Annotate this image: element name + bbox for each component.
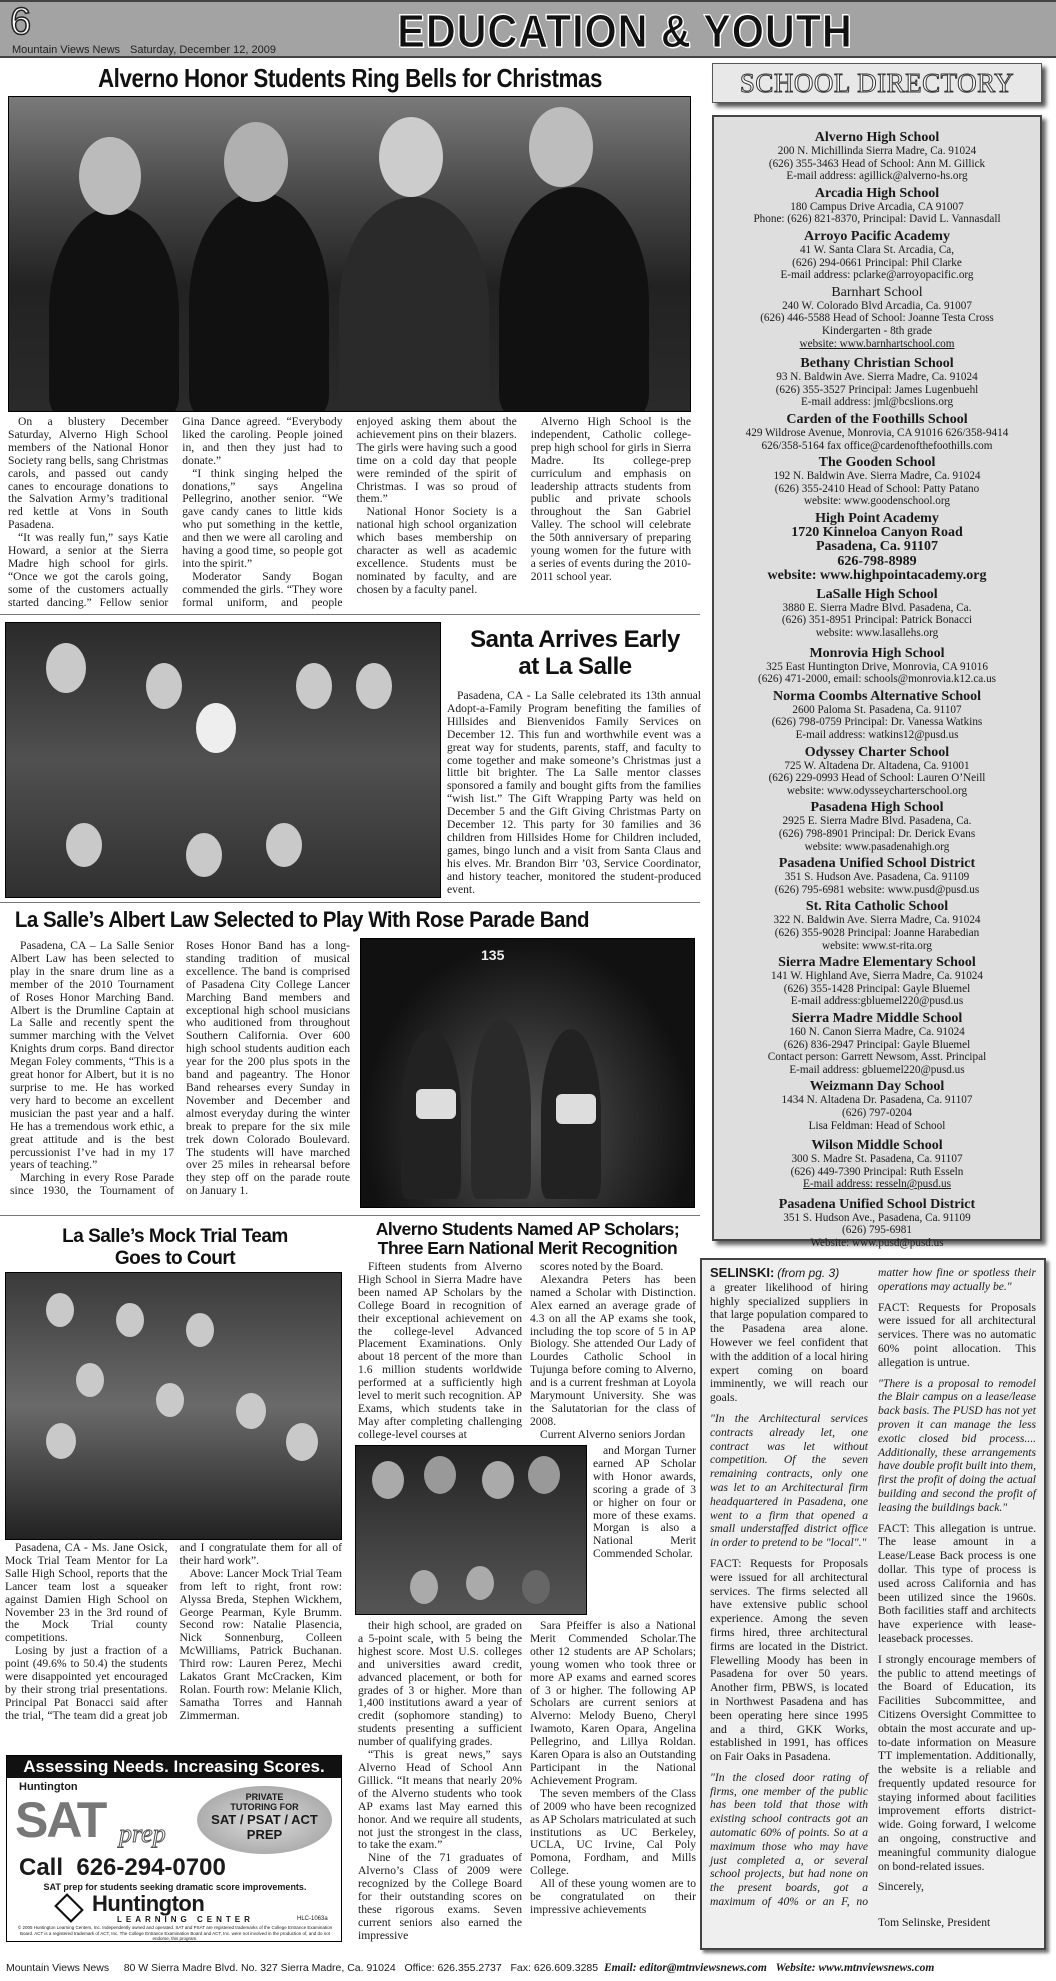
footer-website[interactable]: Website: www.mtnviewsnews.com <box>775 1962 935 1974</box>
paragraph: and Morgan Turner earned AP Scholar with Honor awards, scoring a grade of 3 or higher on four or more of these exams. Morgan is also a National Merit Commended Scholar. <box>593 1444 696 1561</box>
headline-mock-trial <box>0 1226 350 1270</box>
directory-entry <box>714 745 1040 798</box>
directory-entry <box>714 1079 1040 1132</box>
article-mock-trial-body <box>5 1542 342 1723</box>
photo-marching-band <box>360 938 695 1208</box>
paragraph: Pasadena, CA – La Salle Senior Albert Law has been selected to play in the snare drum line as a member of the 2010 Tournament of Roses Honor Marching Band. Albert is the Drumline Captain at La Salle and recently spent the summer marching with the Velvet Knights drum corps. Band director Megan Foley comments, “This is a great honor for Albert, but it is no surprise to me. He has worked very hard to become an excellent musician the past year and a half. He has a tremendous work ethic, a great attitude and is the best percussionist I’ve had in my 17 years of teaching.” <box>10 939 174 1172</box>
directory-entry <box>714 646 1040 686</box>
school-detail[interactable]: E-mail address: watkins12@pusd.us <box>795 729 959 742</box>
paragraph: Moderator Sandy Bogan commended the girls. “They wore formal uniform, and people enjoyed asking them about the achievement pins on their blazers. The girls were having such a good time on a cold day that people were reminded of the spirit of Christmas. I was so proud of them.” <box>182 415 517 609</box>
paragraph: Alverno High School is the independent, Catholic college-prep high school for girls in Sierra Madre. Its college-prep curriculum and emphasis on leadership attracts students from public and private schools throughout the San Gabriel Valley. The school will celebrate the 50th anniversary of preparing young women for the future with a series of events during the 2010-2011 school year. <box>530 415 691 583</box>
school-detail[interactable]: E-mail address: agillick@alverno-hs.org <box>786 170 968 183</box>
huntington-logo-icon <box>54 1893 84 1923</box>
paragraph: FACT: This allegation is untrue. The lease amount in a Lease/Lease Back process is one dollar. This type of process is used across California and has been utilized since the 1960s. Both facilities staff and architects have experience with lease-leaseback processes. <box>878 1521 1036 1645</box>
headline-santa <box>445 626 705 680</box>
school-name: Weizmann Day School <box>809 1079 945 1095</box>
school-name: Barnhart School <box>831 284 923 300</box>
school-detail: 429 Wildrose Avenue, Monrovia, CA 91016 626/358-9414 <box>745 426 1009 439</box>
headline-alverno-bells: Alverno Honor Students Ring Bells for Christmas <box>97 63 603 93</box>
paragraph: All of these young women are to be congratulated on their impressive achievements <box>530 1877 696 1916</box>
ap-body-bottom-left <box>358 1620 522 1943</box>
paragraph: Losing by just a fraction of a point (49.6% to 50.4) the students were disappointed yet encouraged by their strong trial presentations. Principal Pat Bonacci said after the trial, “The team did a great job and I congratulate them for all of their hard work”. <box>5 1541 342 1722</box>
headline-line: La Salle’s Mock Trial Team <box>62 1226 288 1247</box>
paragraph: Pasadena, CA - La Salle celebrated its 13th annual Adopt-a-Family Program benefiting the families of Hillsides and Bienvenidos Family Services on December 12. This fun and worthwhile event was a great way for students, parents, staff, and faculty to come together and make someone’s Christmas just a little bit brighter. The La Salle mentor classes sponsored a family and bought gifts from the families “wish list.” The Gift Wrapping Party was held on December 5 and the Gift Giving Christmas Party on December 12. This party for 30 families and 36 children from Hillsides Home for Children included, games, bingo lunch and a visit from Santa Claus and his elves. Mr. Brandon Birr ’03, Service Coordinator, and history teacher, monitored the student-produced event. <box>447 689 701 896</box>
headline-albert-law: La Salle’s Albert Law Selected to Play With Rose Parade Band <box>14 907 590 932</box>
directory-entry <box>714 412 1040 452</box>
school-name: Bethany Christian School <box>800 356 954 372</box>
paragraph: “It was really fun,” says Katie Howard, a senior at the Sierra Madre high school for girls. “Once we got the carols going, some of the customers actually started dancing.” Fellow senior Gina Dance agreed. “Everybody liked the caroling. People joined in, and then they just had to donate.” <box>8 415 343 609</box>
headline-ap-scholars <box>355 1220 700 1258</box>
school-detail: 2925 E. Sierra Madre Blvd. Pasadena, Ca. <box>782 815 972 828</box>
ad-oval-line: PRIVATE <box>245 1792 284 1802</box>
school-name: Pasadena High School <box>810 800 944 816</box>
school-name: Monrovia High School <box>809 645 945 661</box>
school-name: Sierra Madre Middle School <box>791 1010 963 1026</box>
footer-address: 80 W Sierra Madre Blvd. No. 327 Sierra Madre, Ca. 91024 <box>123 1962 396 1974</box>
school-name: Sierra Madre Elementary School <box>778 955 976 971</box>
ad-brand: Huntington <box>19 1781 78 1793</box>
school-detail: 325 East Huntington Drive, Monrovia, CA 91016 <box>766 660 988 673</box>
headline-line: Santa Arrives Early <box>470 626 680 653</box>
school-detail[interactable]: website: www.odysseycharterschool.org <box>786 784 968 797</box>
school-detail: 180 Campus Drive Arcadia, CA 91007 <box>790 200 964 213</box>
selinski-label: SELINSKI: <box>710 1265 775 1280</box>
directory-entry <box>714 356 1040 409</box>
school-detail: 2600 Paloma St. Pasadena, Ca. 91107 <box>792 703 962 716</box>
paragraph: Pasadena, CA - Ms. Jane Osick, Mock Trial Team Mentor for La Salle High School, reports that the Lancer team lost a squeaker against Damien High School on November 23 in the 3rd round of the Mock Trial county competitions. <box>5 1541 168 1645</box>
school-detail: 351 S. Hudson Ave. Pasadena, Ca. 91109 <box>784 871 970 884</box>
selinski-from[interactable]: (from pg. 3) <box>777 1266 840 1280</box>
school-detail[interactable]: (626) 471-2000, email: schools@monrovia.k12.ca.us <box>757 673 997 686</box>
school-detail: (626) 355-9028 Principal: Joanne Harabedian <box>774 926 980 939</box>
ad-fineprint: © 2005 Huntington Learning Centers, Inc. Independently owned and operated. SAT and PSAT are registered trademarks of the College Entrance Examination Board. ACT is a registered trademark of ACT, Inc. The College Entrance Examination Board and ACT, Inc. were not involved in the production of, and do not endorse, this program. <box>17 1925 333 1941</box>
paragraph: Tom Selinske, President <box>878 1916 991 1930</box>
paragraph: "In the closed door rating of firms, one member of the public has been told that those with existing school contracts got an automatic 60% of points. So at a maximum those who may have just completed a, or several school projects, but had none on the present boards, got a maximum of 40% or an F, no matter how fine or spotless their operations may actually be." <box>710 1266 1036 1909</box>
footer-paper: Mountain Views News <box>6 1962 110 1974</box>
school-detail: (626) 798-0759 Principal: Dr. Vanessa Watkins <box>771 716 983 729</box>
ap-body-bottom-right <box>530 1620 696 1917</box>
page-footer <box>0 1957 1056 1981</box>
directory-entry <box>714 955 1040 1008</box>
article-santa-body <box>447 690 701 897</box>
ad-logo-sub: LEARNING CENTER <box>117 1915 254 1924</box>
school-directory <box>712 115 1042 1250</box>
ad-sat: SAT <box>15 1792 106 1848</box>
article-albert-law-body <box>10 940 350 1198</box>
school-detail: (626) 355-1428 Principal: Gayle Bluemel <box>783 982 971 995</box>
school-name: Carden of the Foothills School <box>786 411 968 427</box>
school-detail[interactable]: E-mail address: gbluemel220@pusd.us <box>789 1063 965 1076</box>
footer-office: Office: 626.355.2737 <box>404 1962 502 1974</box>
school-name: The Gooden School <box>818 455 936 471</box>
huntington-ad[interactable] <box>6 1755 342 1942</box>
school-detail: 300 S. Madre St. Pasadena, Ca. 91107 <box>791 1153 963 1166</box>
school-name: Pasadena Unified School District <box>778 856 976 872</box>
page-number: 6 <box>10 1 32 43</box>
directory-entry <box>714 800 1040 853</box>
directory-entry <box>714 511 1040 584</box>
school-name: Arcadia High School <box>814 185 940 201</box>
school-name: Norma Coombs Alternative School <box>772 688 982 704</box>
school-detail[interactable]: website: www.st-rita.org <box>822 939 932 952</box>
school-name: LaSalle High School <box>816 586 938 602</box>
paragraph: FACT: Requests for Proposals were issued for all architectural services. The firms selected all have extensive public school experience. Among the seven firms hired, three architectural firms are located in the District. Flewelling Moody has been in Pasadena for over 50 years. Another firm, PBWS, is located in Northwest Pasadena and has been operating here since 1995 and a third, GKK Works, established in 1991, has offices on Fair Oaks in Pasadena. <box>710 1556 868 1764</box>
paragraph: National Honor Society is a national high school organization which bases membership on character as well as academic excellence. Students must be nominated by faculty, and are chosen by a faculty panel. <box>356 505 517 596</box>
issue-date: Saturday, December 12, 2009 <box>130 44 276 56</box>
school-detail: (626) 836-2947 Principal: Gayle Bluemel <box>783 1038 971 1051</box>
paragraph: "There is a proposal to remodel the Blair campus on a lease/lease back basis. The PUSD has not yet proven it can manage the less exotic closed bid process.... Additionally, these arrangements have double profit built into them, first the profit of doing the actual building and second the profit of leasing the buildings back." <box>878 1376 1036 1514</box>
school-detail: (626) 351-8951 Principal: Patrick Bonacci <box>781 614 973 627</box>
paragraph: Above: Lancer Mock Trial Team from left to right, front row: Alyssa Breda, Stephen Wickhem, George Pearman, Kyle Brumm. Second row: Natalie Plasencia, Nick Sonnenburg, Colleen McWilliams, Patrick Buchanan. Third row: Lauren Perez, Mechi Lakatos Grant McCracken, Kim Rolan. Fourth row: Melanie Klich, Samatha Torres and Hannah Zimmerman. <box>179 1566 342 1722</box>
school-detail: 322 N. Baldwin Ave. Sierra Madre, Ca. 91024 <box>773 914 981 927</box>
school-name: St. Rita Catholic School <box>805 899 949 915</box>
directory-entry <box>714 130 1040 183</box>
ad-code: HLC-1063a <box>297 1916 328 1922</box>
school-detail: 192 N. Baldwin Ave. Sierra Madre, Ca. 91024 <box>773 470 981 483</box>
paragraph: scores noted by the Board. <box>540 1260 664 1273</box>
school-detail[interactable]: website: www.lasallehs.org <box>815 627 939 640</box>
school-detail[interactable]: E-mail address: pclarke@arroyopacific.org <box>780 269 974 282</box>
directory-entry <box>714 455 1040 508</box>
directory-entry <box>714 186 1040 226</box>
school-detail: 3880 E. Sierra Madre Blvd. Pasadena, Ca. <box>782 601 972 614</box>
school-name: Odyssey Charter School <box>804 744 950 760</box>
school-detail: Kindergarten - 8th grade <box>821 324 933 337</box>
school-name: Wilson Middle School <box>811 1138 943 1154</box>
school-detail: Pasadena, Ca. 91107 <box>815 539 939 555</box>
headline-line: Three Earn National Merit Recognition <box>377 1238 678 1258</box>
school-name: Arroyo Pacific Academy <box>804 228 950 244</box>
school-detail: 160 N. Canon Sierra Madre, Ca. 91024 <box>789 1025 965 1038</box>
school-detail[interactable]: website: www.pasadenahigh.org <box>804 840 950 853</box>
school-directory-title: SCHOOL DIRECTORY <box>712 63 1042 103</box>
school-detail[interactable]: E-mail address: resseln@pusd.us <box>803 1178 951 1191</box>
school-detail: (626) 795-6981 <box>842 1224 912 1237</box>
ad-oval <box>197 1786 332 1854</box>
school-detail: (626) 294-0661 Principal: Phil Clarke <box>792 256 962 269</box>
school-detail[interactable]: E-mail address: jml@bcslions.org <box>800 396 954 409</box>
paragraph: Nine of the 71 graduates of Alverno’s Class of 2009 were recognized by the College Board for their outstanding scores on these rigorous exams. Seven current seniors also earned the impressive <box>358 1851 522 1942</box>
directory-entry <box>714 1011 1040 1076</box>
page-header <box>0 0 1056 58</box>
school-detail: (626) 798-8901 Principal: Dr. Derick Evans <box>778 828 976 840</box>
paragraph: FACT: Requests for Proposals were issued for all architectural services. There was no automatic 60% point allocation. This allegation is untrue. <box>878 1300 1036 1369</box>
paragraph: “This is great news,” says Alverno Head of School Ann Gillick. “It means that nearly 20% of the Alverno students who took AP exams last May earned this honor. And we require all students, not just the strongest in the class, to take the exam.” <box>358 1748 522 1852</box>
footer-fax: Fax: 626.609.3285 <box>510 1962 599 1974</box>
paragraph: Marching in every Rose Parade since 1930, the Tournament of Roses Honor Band has a long-standing tradition of musical excellence. The band is comprised of Pasadena City College Lancer Marching Band members and exceptional high school musicians who auditioned from throughout Southern California. Over 600 high school students audition each year for the 200 plus spots in the band and pageantry. The Honor Band rehearses every Sunday in November and December and almost everyday during the winter break to prepare for the six mile trek down Colorado Boulevard. The students will have marched over 25 miles in rehearsal before they step off on the parade route on January 1. <box>10 939 350 1198</box>
school-name: High Point Academy <box>815 510 939 526</box>
divider <box>0 902 700 903</box>
ad-oval-line: TUTORING FOR <box>230 1802 299 1812</box>
paragraph: Alexandra Peters has been named a Scholar with Distinction. Alex earned an average grade of 4.3 on all the AP exams she took, including the top score of 5 in AP Biology. She attended Our Lady of Lourdes Catholic School in Tujunga before coming to Alverno, and is a current freshman at Loyola Marymount University. She was the Salutatorian for the class of 2008. <box>530 1272 696 1428</box>
paragraph: Fifteen students from Alverno High School in Sierra Madre have been named AP Scholars by the College Board in recognition of their exceptional achievement on the college-level Advanced Placement Examinations. Only about 18 percent of the more than 1.6 million students worldwide performed at a sufficiently high level to merit such recognition. AP Exams, which students take in May after completing challenging college-level courses at <box>358 1260 522 1441</box>
dateline <box>12 44 286 56</box>
school-detail[interactable]: Website: www.pusd@pusd.us <box>810 1237 944 1250</box>
school-detail[interactable]: E-mail address:gbluemel220@pusd.us <box>790 995 964 1008</box>
photo-alverno-students <box>8 96 691 412</box>
paragraph: “I think singing helped the donations,” says Angelina Pellegrino, another senior. “We gave candy canes to little kids who put something in the kettle, and then we were all caroling and having a good time, so people got into the spirit.” <box>182 466 343 570</box>
section-title: EDUCATION & YOUTH <box>397 5 853 57</box>
photo-ap-scholars <box>355 1445 587 1615</box>
paragraph: Current Alverno seniors Jordan <box>540 1427 686 1441</box>
article-alverno-bells-body <box>8 416 691 610</box>
ad-logo-name: Huntington <box>92 1891 205 1916</box>
ad-oval-line: SAT / PSAT / ACT <box>211 1812 318 1827</box>
ad-tagline: SAT prep for students seeking dramatic score improvements. <box>43 1882 307 1892</box>
headline-line: Alverno Students Named AP Scholars; <box>375 1219 680 1239</box>
paragraph: Sincerely, <box>878 1880 924 1894</box>
school-detail: 351 S. Hudson Ave., Pasadena, Ca. 91109 <box>783 1211 971 1224</box>
school-name: Alverno High School <box>814 130 940 145</box>
school-detail[interactable]: website: www.highpointacademy.org <box>767 568 987 584</box>
headline-line: Goes to Court <box>114 1248 236 1269</box>
school-detail: Contact person: Garrett Newsom, Asst. Principal <box>767 1051 987 1064</box>
school-detail: 1434 N. Altadena Dr. Pasadena, Ca. 91107 <box>781 1094 973 1107</box>
paragraph: "In the Architectural services contracts already let, one contract was let without competition. Of the seven remaining contracts, only one was let to an Architectural firm headquartered in Pasadena, one went to a firm that opened a small understaffed district office in order to pretend to be "local"." <box>710 1411 868 1550</box>
school-detail[interactable]: website: www.barnhartschool.com <box>799 337 955 350</box>
divider <box>0 614 700 615</box>
school-detail: (626) 797-0204 <box>842 1106 912 1119</box>
school-detail: 141 W. Highland Ave, Sierra Madre, Ca. 91024 <box>770 970 983 983</box>
footer-email[interactable]: Email: editor@mtnviewsnews.com <box>603 1962 767 1974</box>
ad-oval-line: PREP <box>246 1827 283 1842</box>
school-detail: 626-798-8989 <box>837 553 917 569</box>
school-detail: (626) 355-3527 Principal: James Lugenbuehl <box>775 383 979 396</box>
ap-body-side <box>593 1445 696 1561</box>
school-name: Pasadena Unified School District <box>778 1196 976 1212</box>
headline-line: at La Salle <box>518 653 632 680</box>
directory-entry <box>714 856 1040 896</box>
school-detail: 240 W. Colorado Blvd Arcadia, Ca. 91007 <box>782 299 972 312</box>
school-detail: Lisa Feldman: Head of School <box>808 1119 946 1132</box>
school-detail: (626) 355-2410 Head of School: Patty Patano <box>774 482 980 495</box>
paragraph: a greater likelihood of hiring highly specialized suppliers in that large population compared to the Pasadena area alone. However we feel confident that with the addition of a local hiring expert coming on board imminently, we will reach our goals. <box>710 1280 868 1405</box>
directory-entry <box>714 1138 1040 1191</box>
paragraph: On a blustery December Saturday, Alverno High School members of the National Honor Society rang bells, sang Christmas carols, and passed out candy canes to encourage donations to the Salvation Army’s traditional red kettle at Vons in South Pasadena. <box>8 415 169 532</box>
ap-body-top-right <box>530 1261 696 1442</box>
paragraph: The seven members of the Class of 2009 who have been recognized as AP Scholars matriculated at such institutions as UC Berkeley, UCLA, UC Irvine, Cal Poly Pomona, Fordham, and Mills College. <box>530 1786 696 1878</box>
school-detail: (626) 229-0993 Head of School: Lauren O’Neill <box>768 772 986 785</box>
school-detail: 1720 Kinneloa Canyon Road <box>791 524 963 540</box>
school-detail: 725 W. Altadena Dr. Altadena, Ca. 91001 <box>784 759 970 772</box>
paragraph: their high school, are graded on a 5-point scale, with 5 being the highest score. Most U.S. colleges and universities award credit, advanced placement, or both for grades of 3 or higher. More than 1,400 institutions award a year of credit (sophomore standing) to students presenting a sufficient number of qualifying grades. <box>358 1619 522 1749</box>
school-detail[interactable]: 626/358-5164 fax office@cardenofthefoothills.com <box>761 439 993 452</box>
directory-entry <box>714 229 1040 282</box>
paragraph: I strongly encourage members of the public to attend meetings of the Board of Education, its Facilities Subcommittee, and Citizens Oversight Committee to obtain the most accurate and up-to-date information on Measure TT implementation. Additionally, the website is a reliable and frequently updated resource for staying informed about facilities improvement efforts district-wide. Going forward, I welcome an ongoing, constructive and meaningful community dialogue on bond-related issues. <box>878 1652 1036 1873</box>
directory-entry <box>714 1197 1040 1250</box>
school-detail[interactable]: website: www.goodenschool.org <box>803 495 951 508</box>
directory-entry <box>714 587 1040 640</box>
divider <box>0 1215 700 1216</box>
ad-phone[interactable]: 626-294-0700 <box>76 1854 226 1881</box>
ad-call: Call <box>19 1854 64 1881</box>
photo-mock-trial-team <box>5 1272 342 1540</box>
paragraph: Sara Pfeiffer is also a National Merit Commended Scholar.The other 12 students are AP Scholars; young women who took three or more AP exams and earned scores of 3 or higher. The following AP Scholars are current seniors at Alverno: Melody Bueno, Cheryl Iwamoto, Karen Opara, Angelina Pellegrino, and Lillya Roldan. Karen Opara is also an Outstanding Participant in the National Achievement Program. <box>530 1619 696 1787</box>
school-detail[interactable]: (626) 795-6981 website: www.pusd@pusd.us <box>774 883 980 896</box>
directory-entry <box>714 899 1040 952</box>
ap-body-top-left <box>358 1261 522 1442</box>
directory-entry <box>714 689 1040 742</box>
photo-santa-la-salle <box>5 622 441 898</box>
paper-name: Mountain Views News <box>12 44 121 56</box>
selinski-letter <box>700 1258 1046 1950</box>
school-detail: (626) 355-3463 Head of School: Ann M. Gillick <box>768 157 986 170</box>
directory-entry <box>714 285 1040 350</box>
school-detail: 93 N. Baldwin Ave. Sierra Madre, Ca. 91024 <box>776 371 978 384</box>
scoreboard: 135 <box>481 947 505 963</box>
ad-prep: prep <box>119 1819 166 1848</box>
school-detail: Phone: (626) 821-8370, Principal: David L. Vannasdall <box>753 213 1001 226</box>
ad-banner: Assessing Needs. Increasing Scores. <box>7 1756 341 1778</box>
school-detail: (626) 449-7390 Principal: Ruth Esseln <box>790 1165 964 1178</box>
school-detail: (626) 446-5588 Head of School: Joanne Testa Cross <box>760 312 994 325</box>
school-detail: 41 W. Santa Clara St. Arcadia, Ca, <box>799 243 955 256</box>
school-detail: 200 N. Michillinda Sierra Madre, Ca. 91024 <box>777 145 977 157</box>
